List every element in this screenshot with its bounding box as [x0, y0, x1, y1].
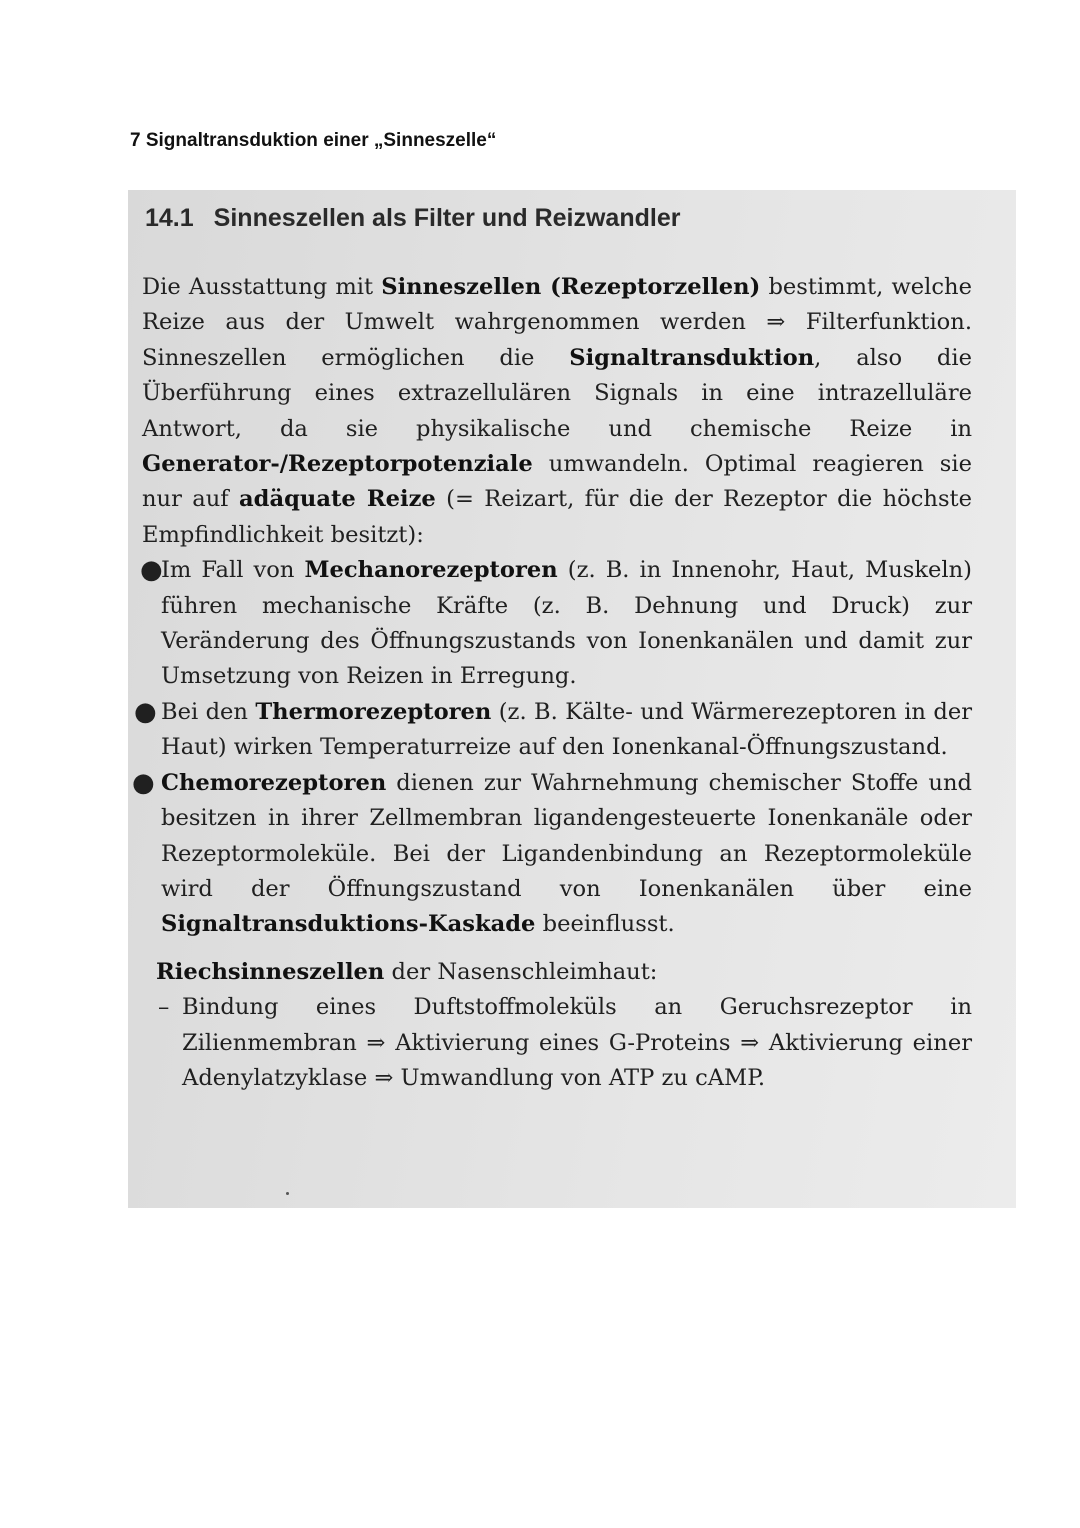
text-run: , also die Überführung eines extrazellulären Signals in eine intrazelluläre Antwort, da sie physikalische und chemische Reize in — [142, 344, 972, 442]
bullet-text — [161, 557, 972, 689]
bullet-text — [161, 699, 972, 760]
olfactory-section — [142, 955, 972, 1097]
intro-paragraph — [142, 270, 972, 553]
bold-term: Mechanorezeptoren — [304, 557, 558, 584]
section-title-text: Sinneszellen als Filter und Reizwandler — [213, 204, 681, 232]
bold-term: Thermorezeptoren — [255, 698, 492, 725]
text-run: umwandeln. Optimal reagieren sie nur auf — [142, 451, 972, 513]
text-run: Die Ausstattung mit — [142, 274, 382, 300]
text-run: bestimmt, welche Reize aus der Umwelt wahrgenommen werden ⇒ Filterfunktion. Sinneszellen ermöglichen die — [142, 274, 972, 371]
section-number: 14.1 — [145, 204, 194, 232]
text-run: Im Fall von — [161, 557, 305, 584]
list-item-mechanoreceptors — [142, 553, 972, 695]
list-item-chemoreceptors — [132, 766, 972, 943]
dash-item-text: Bindung eines Duftstoffmoleküls an Geruchsrezeptor in Zilienmembran ⇒ Aktivierung eines G-Proteins ⇒ Aktivierung einer Adenylatzyklase ⇒ Umwandlung von ATP zu cAMP. — [182, 994, 972, 1091]
speck-mark — [286, 1192, 289, 1195]
section-title — [145, 204, 680, 233]
olfactory-heading-bold: Riechsinneszellen — [156, 958, 385, 985]
textbook-photo — [128, 190, 1016, 1208]
list-item-olfactory-cascade — [156, 990, 972, 1096]
text-run: (= Reizart, für die der Rezeptor die höchste Empfindlichkeit besitzt): — [142, 486, 972, 548]
bullet-icon: ● — [140, 555, 163, 586]
bold-term: adäquate Reize — [239, 486, 436, 513]
bullet-text — [161, 770, 972, 938]
text-run: (z. B. Kälte- und Wärmerezeptoren in der Haut) wirken Temperaturreize auf den Ionenkanal-Öffnungszustand. — [161, 698, 973, 761]
olfactory-heading — [156, 955, 972, 990]
bold-term: Signaltransduktions-Kaskade — [161, 911, 536, 938]
dash-icon: – — [158, 994, 170, 1021]
list-item-thermoreceptors — [134, 695, 973, 766]
text-run: beeinflusst. — [535, 911, 675, 938]
bold-term: Signaltransduktion — [569, 344, 815, 371]
page-heading: 7 Signaltransduktion einer „Sinneszelle“ — [130, 130, 497, 151]
text-run: Bei den — [161, 698, 256, 725]
receptor-list — [132, 553, 973, 942]
bullet-icon: ● — [134, 696, 157, 727]
olfactory-heading-rest: der Nasenschleimhaut: — [384, 958, 658, 985]
bullet-icon: ● — [132, 767, 155, 798]
bold-term: Sinneszellen (Rezeptorzellen) — [381, 274, 761, 300]
bold-term: Chemorezeptoren — [161, 769, 387, 796]
bold-term: Generator-/Rezeptorpotenziale — [142, 451, 533, 478]
text-run: (z. B. in Innenohr, Haut, Muskeln) führen mechanische Kräfte (z. B. Dehnung und Druck) zur Veränderung des Öffnungszustands von Ionenkanälen und damit zur Umsetzung von Reizen in Erregung. — [161, 557, 972, 690]
olfactory-list — [156, 990, 972, 1096]
section-body — [132, 270, 973, 1096]
text-run: dienen zur Wahrnehmung chemischer Stoffe und besitzen in ihrer Zellmembran ligandengesteuerte Ionenkanäle oder Rezeptormoleküle. Bei der Ligandenbindung an Rezeptormoleküle wird der Öffnungszustand von Ionenkanälen über eine — [161, 769, 972, 902]
